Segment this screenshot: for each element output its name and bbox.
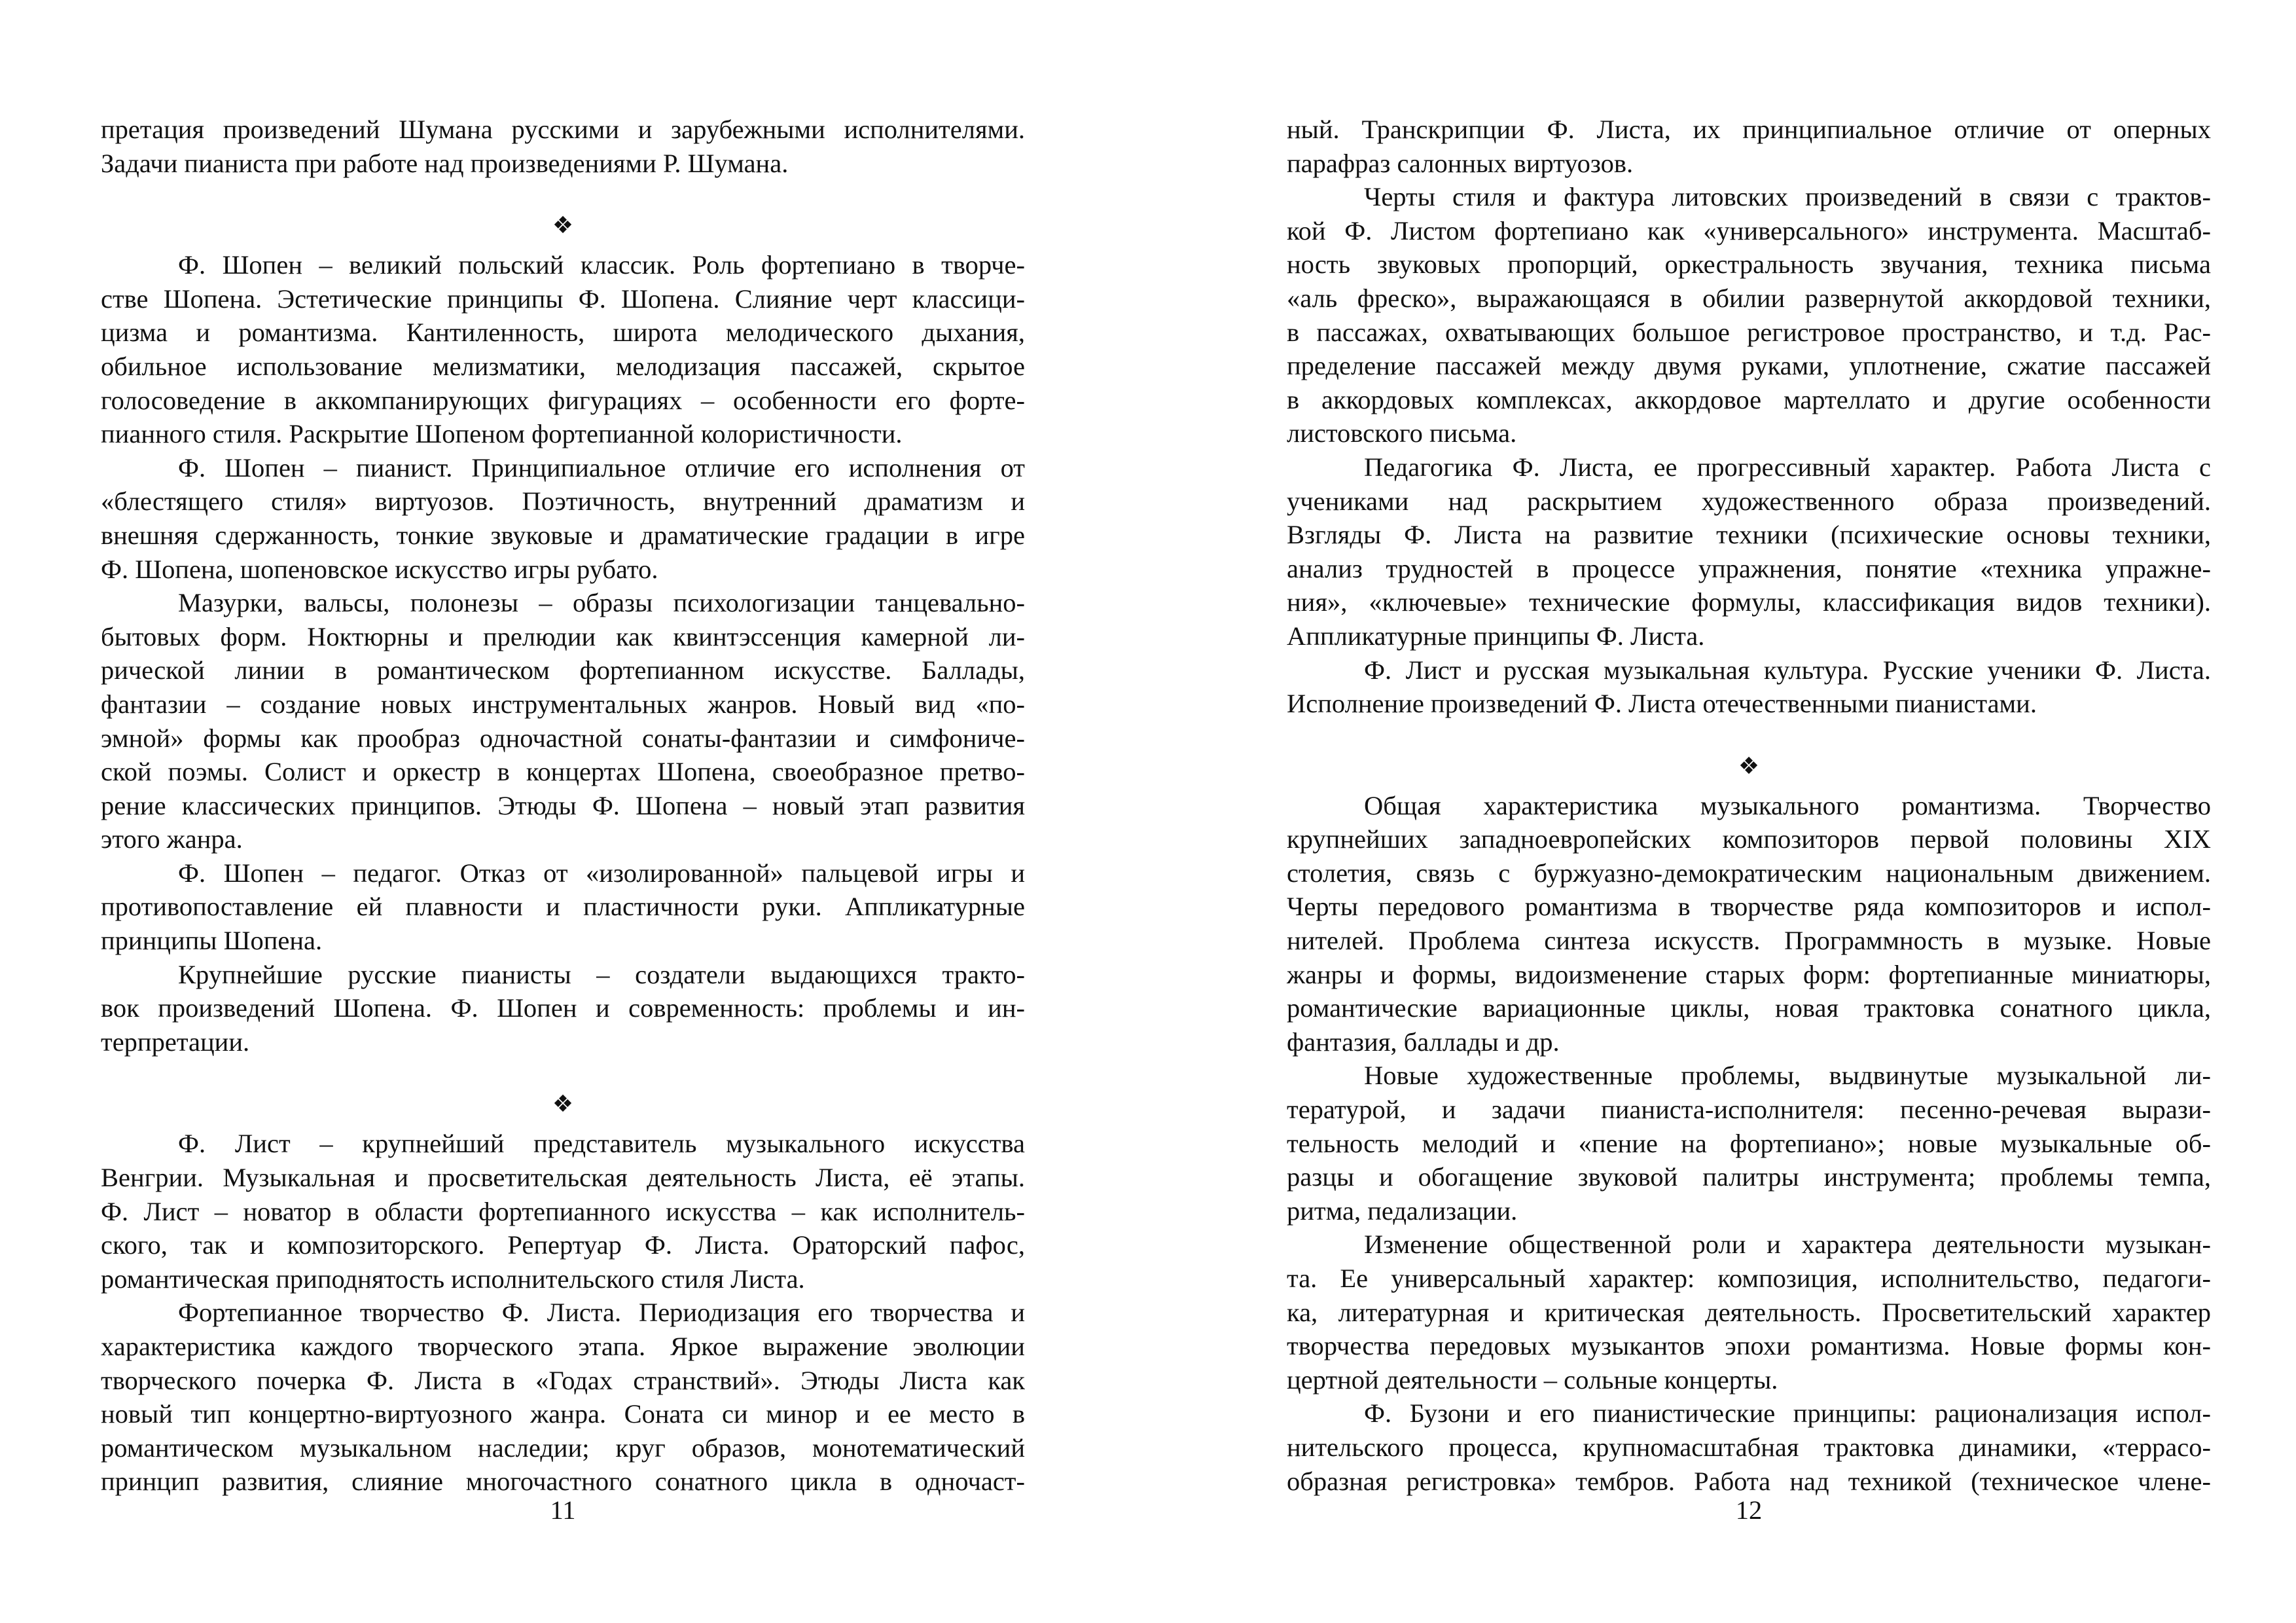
text-line: ского, так и композиторского. Репертуар Ф. Листа. Ораторский пафос, (101, 1230, 1025, 1260)
page-number: 12 (1735, 1495, 1763, 1525)
paragraph (1287, 653, 2211, 721)
text-line: анализ трудностей в процессе упражнения, понятие «техника упражне- (1287, 553, 2211, 583)
text-line: Венгрии. Музыкальная и просветительская деятельность Листа, её этапы. (101, 1163, 1025, 1193)
paragraph (1287, 180, 2211, 450)
text-line: этого жанра. (101, 824, 243, 854)
text-line: Ф. Бузони и его пианистические принципы: рационализация испол- (1364, 1398, 2211, 1429)
text-line: тельность мелодий и «пение на фортепиано»; новые музыкальные об- (1287, 1128, 2211, 1158)
right-page-text-column (1287, 113, 2211, 1498)
text-line: характеристика каждого творческого этапа. Яркое выражение эволюции (101, 1332, 1025, 1361)
text-line: Ф. Шопен – педагог. Отказ от «изолированной» пальцевой игры и (178, 858, 1025, 888)
text-line: ность звуковых пропорций, оркестральность звучания, техника письма (1287, 249, 2211, 280)
text-line: внешняя сдержанность, тонкие звуковые и драматические градации в игре (101, 520, 1025, 550)
text-line: Общая характеристика музыкального романтизма. Творчество (1364, 790, 2211, 820)
paragraph (101, 451, 1025, 586)
paragraph (101, 856, 1025, 958)
text-line: вок произведений Шопена. Ф. Шопен и современность: проблемы и ин- (101, 993, 1025, 1023)
text-line: ской поэмы. Солист и оркестр в концертах Шопена, своеобразное претво- (101, 757, 1025, 787)
text-line: эмной» формы как прообраз одночастной сонаты-фантазии и симфониче- (101, 723, 1025, 753)
text-line: крупнейших западноевропейских композиторов первой половины XIX (1287, 824, 2211, 854)
paragraph (101, 113, 1025, 180)
text-line: листовского письма. (1287, 418, 1517, 448)
text-line: Крупнейшие русские пианисты – создатели выдающихся тракто- (178, 959, 1025, 989)
text-line: пианного стиля. Раскрытие Шопеном фортепианной колористичности. (101, 419, 903, 449)
text-line: терпретации. (101, 1027, 250, 1057)
text-line: Фортепианное творчество Ф. Листа. Периодизация его творчества и (178, 1298, 1025, 1328)
text-line: ка, литературная и критическая деятельность. Просветительский характер (1287, 1297, 2211, 1327)
text-line: в пассажах, охватывающих большое регистровое пространство, и т.д. Рас- (1287, 317, 2211, 347)
text-line: Ф. Шопен – великий польский классик. Роль фортепиано в творче- (178, 250, 1025, 280)
text-line: Черты стиля и фактура литовских произведений в связи с трактов- (1364, 182, 2211, 212)
section-divider-ornament-icon: ❖ (1738, 752, 1760, 780)
text-line: фантазии – создание новых инструментальных жанров. Новый вид «по- (101, 689, 1025, 719)
text-line: Ф. Лист и русская музыкальная культура. Русские ученики Ф. Листа. (1364, 655, 2211, 685)
text-line: кой Ф. Листом фортепиано как «универсального» инструмента. Масштаб- (1287, 215, 2211, 246)
text-line: ный. Транскрипции Ф. Листа, их принципиальное отличие от оперных (1287, 115, 2211, 144)
text-line: Ф. Шопена, шопеновское искусство игры рубато. (101, 554, 658, 584)
text-line: Черты передового романтизма в творчестве ряда композиторов и испол- (1287, 892, 2211, 922)
text-line: Новые художественные проблемы, выдвинутые музыкальной ли- (1364, 1061, 2211, 1091)
paragraph (101, 248, 1025, 451)
text-line: противопоставление ей плавности и пластичности руки. Аппликатурные (101, 892, 1025, 922)
text-line: Ф. Шопен – пианист. Принципиальное отличие его исполнения от (178, 452, 1025, 483)
text-line: бытовых форм. Ноктюрны и прелюдии как квинтэссенция камерной ли- (101, 621, 1025, 651)
text-line: ния», «ключевые» технические формулы, классификация видов техники). (1287, 587, 2211, 617)
text-line: романтическая приподнятость исполнительского стиля Листа. (101, 1264, 805, 1294)
text-line: Ф. Лист – крупнейший представитель музыкального искусства (178, 1129, 1025, 1159)
text-line: нительского процесса, крупномасштабная трактовка динамики, «террасо- (1287, 1432, 2211, 1462)
paragraph (1287, 789, 2211, 1059)
section-divider-ornament-icon: ❖ (552, 1091, 574, 1118)
text-line: столетия, связь с буржуазно-демократическим национальным движением. (1287, 858, 2211, 888)
text-line: образная регистровка» тембров. Работа над техникой (техническое члене- (1287, 1466, 2211, 1496)
text-line: Изменение общественной роли и характера деятельности музыкан- (1364, 1230, 2211, 1260)
text-line: принципы Шопена. (101, 926, 323, 956)
text-line: Мазурки, вальсы, полонезы – образы психологизации танцевально- (178, 588, 1025, 618)
text-line: романтические вариационные циклы, новая трактовка сонатного цикла, (1287, 993, 2211, 1023)
text-line: Задачи пианиста при работе над произведениями Р. Шумана. (101, 148, 789, 178)
paragraph (1287, 1396, 2211, 1498)
text-line: претация произведений Шумана русскими и зарубежными исполнителями. (101, 115, 1025, 144)
text-line: обильное использование мелизматики, мелодизация пассажей, скрытое (101, 351, 1025, 381)
paragraph (1287, 1059, 2211, 1228)
text-line: «аль фреско», выражающаяся в обилии развернутой аккордовой техники, (1287, 283, 2211, 313)
text-line: творческого почерка Ф. Листа в «Годах странствий». Этюды Листа как (101, 1365, 1025, 1395)
text-line: Исполнение произведений Ф. Листа отечественными пианистами. (1287, 689, 2037, 719)
text-line: принцип развития, слияние многочастного сонатного цикла в одночаст- (101, 1467, 1025, 1497)
text-line: цизма и романтизма. Кантиленность, широта мелодического дыхания, (101, 318, 1025, 348)
text-line: учениками над раскрытием художественного образа произведений. (1287, 486, 2211, 516)
text-line: цертной деятельности – сольные концерты. (1287, 1364, 1778, 1395)
text-line: пределение пассажей между двумя руками, уплотнение, сжатие пассажей (1287, 351, 2211, 381)
text-line: в аккордовых комплексах, аккордовое мартеллато и другие особенности (1287, 384, 2211, 414)
text-line: стве Шопена. Эстетические принципы Ф. Шопена. Слияние черт классици- (101, 283, 1025, 314)
text-line: разцы и обогащение звуковой палитры инструмента; проблемы темпа, (1287, 1162, 2211, 1192)
right-page (1148, 0, 2296, 1623)
paragraph (1287, 1228, 2211, 1396)
text-line: новый тип концертно-виртуозного жанра. Соната си минор и ее место в (101, 1399, 1025, 1429)
text-line: Ф. Лист – новатор в области фортепианного искусства – как исполнитель- (101, 1196, 1025, 1226)
paragraph (1287, 450, 2211, 653)
left-page-text-column (101, 113, 1025, 1499)
paragraph (101, 1296, 1025, 1499)
text-line: рение классических принципов. Этюды Ф. Шопена – новый этап развития (101, 790, 1025, 820)
text-line: «блестящего стиля» виртуозов. Поэтичность, внутренний драматизм и (101, 486, 1025, 517)
text-line: тературой, и задачи пианиста-исполнителя: песенно-речевая вырази- (1287, 1095, 2211, 1125)
text-line: парафраз салонных виртуозов. (1287, 148, 1634, 178)
text-line: Взгляды Ф. Листа на развитие техники (психические основы техники, (1287, 520, 2211, 550)
paragraph (1287, 113, 2211, 180)
text-line: ритма, педализации. (1287, 1195, 1518, 1226)
text-line: Аппликатурные принципы Ф. Листа. (1287, 621, 1705, 651)
text-line: нителей. Проблема синтеза искусств. Программность в музыке. Новые (1287, 926, 2211, 956)
text-line: фантазия, баллады и др. (1287, 1027, 1560, 1057)
section-divider-ornament-icon: ❖ (552, 212, 574, 240)
text-line: творчества передовых музыкантов эпохи романтизма. Новые формы кон- (1287, 1331, 2211, 1361)
page-number: 11 (550, 1495, 576, 1525)
text-line: Педагогика Ф. Листа, ее прогрессивный характер. Работа Листа с (1364, 452, 2211, 482)
text-line: рической линии в романтическом фортепианном искусстве. Баллады, (101, 655, 1025, 685)
paragraph (101, 1127, 1025, 1296)
paragraph (101, 586, 1025, 856)
text-line: та. Ее универсальный характер: композиция, исполнительство, педагоги- (1287, 1264, 2211, 1293)
text-line: романтическом музыкальном наследии; круг образов, монотематический (101, 1432, 1025, 1463)
text-line: жанры и формы, видоизменение старых форм: фортепианные миниатюры, (1287, 959, 2211, 989)
paragraph (101, 958, 1025, 1059)
text-line: голосоведение в аккомпанирующих фигурациях – особенности его форте- (101, 385, 1025, 415)
